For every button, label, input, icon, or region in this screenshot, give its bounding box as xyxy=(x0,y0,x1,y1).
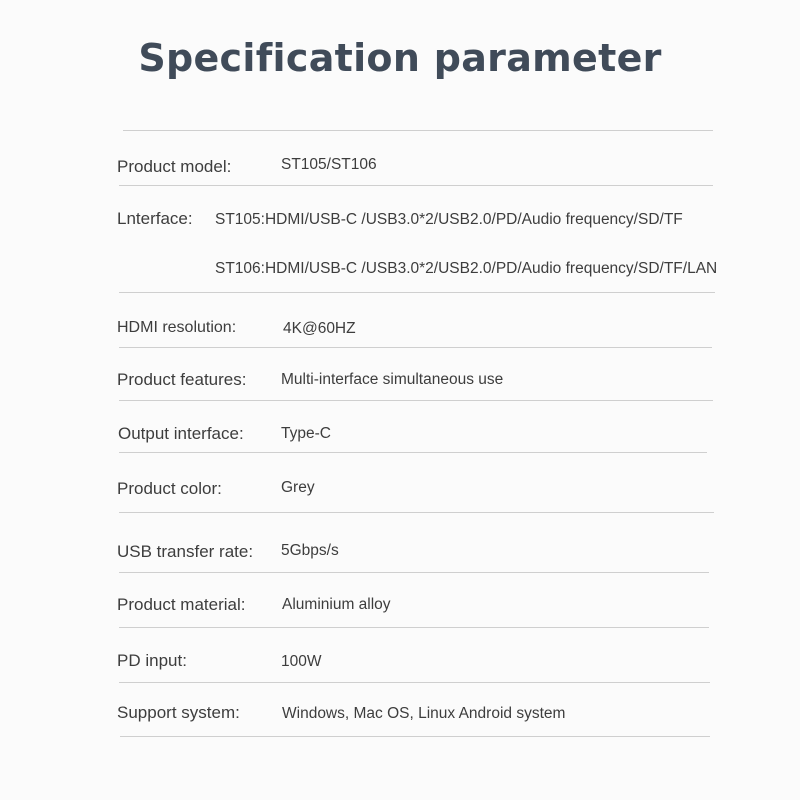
spec-value-product-features: Multi-interface simultaneous use xyxy=(281,371,504,388)
spec-label-interface: Lnterface: xyxy=(117,209,193,228)
spec-value-output-interface: Type-C xyxy=(281,425,331,442)
spec-label-support-system: Support system: xyxy=(117,703,240,722)
divider xyxy=(120,736,710,737)
spec-value-product-model: ST105/ST106 xyxy=(281,156,377,173)
spec-label-product-color: Product color: xyxy=(117,479,222,498)
spec-label-usb-transfer-rate: USB transfer rate: xyxy=(117,542,254,561)
spec-value-hdmi-resolution: 4K@60HZ xyxy=(283,320,356,337)
spec-label-product-features: Product features: xyxy=(117,370,247,389)
divider xyxy=(119,452,707,453)
page-title: Specification parameter xyxy=(138,36,662,80)
spec-label-pd-input: PD input: xyxy=(117,651,187,670)
spec-value-product-material: Aluminium alloy xyxy=(282,596,391,613)
spec-value-interface-st105: ST105:HDMI/USB-C /USB3.0*2/USB2.0/PD/Audio frequency/SD/TF xyxy=(215,211,683,228)
divider xyxy=(119,572,709,573)
spec-value-product-color: Grey xyxy=(281,479,315,496)
divider xyxy=(119,400,713,401)
divider xyxy=(119,627,709,628)
spec-value-interface-st106: ST106:HDMI/USB-C /USB3.0*2/USB2.0/PD/Audio frequency/SD/TF/LAN xyxy=(215,260,718,277)
spec-value-support-system: Windows, Mac OS, Linux Android system xyxy=(282,705,566,722)
divider xyxy=(119,682,710,683)
spec-label-output-interface: Output interface: xyxy=(118,424,244,443)
divider xyxy=(123,130,713,131)
spec-label-hdmi-resolution: HDMI resolution: xyxy=(117,319,237,336)
spec-label-product-model: Product model: xyxy=(117,157,232,176)
divider xyxy=(119,185,713,186)
spec-label-product-material: Product material: xyxy=(117,595,246,614)
spec-value-usb-transfer-rate: 5Gbps/s xyxy=(281,542,339,559)
spec-value-pd-input: 100W xyxy=(281,653,322,670)
divider xyxy=(119,292,715,293)
divider xyxy=(119,347,712,348)
divider xyxy=(119,512,714,513)
